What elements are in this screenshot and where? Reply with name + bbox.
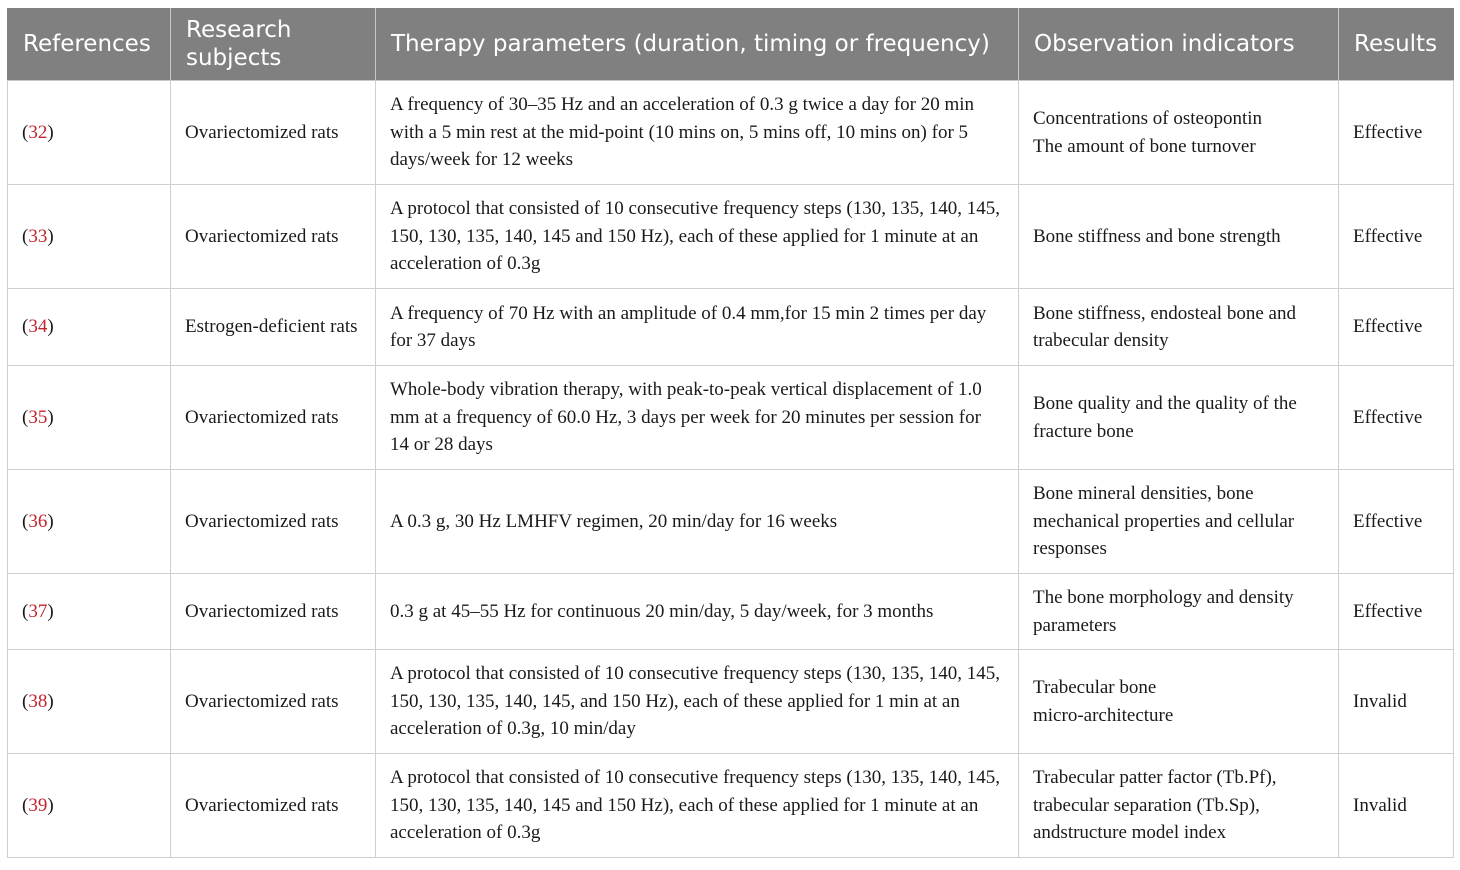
result-cell: Invalid bbox=[1339, 650, 1454, 754]
table-row bbox=[8, 470, 1454, 574]
parameters-cell: A protocol that consisted of 10 consecutive frequency steps (130, 135, 140, 145, 150, 130, 135, 140, 145, and 150 Hz), each of these applied for 1 min at an acceleration of 0.3g, 10 min/day bbox=[376, 650, 1019, 754]
parameters-cell: A frequency of 30–35 Hz and an acceleration of 0.3 g twice a day for 20 min with a 5 min rest at the mid-point (10 mins on, 5 mins off, 10 mins on) for 5 days/week for 12 weeks bbox=[376, 81, 1019, 185]
reference-cell: (37) bbox=[8, 574, 171, 650]
table-body bbox=[8, 81, 1454, 858]
table-row bbox=[8, 289, 1454, 366]
indicator-line: Bone mineral densities, bone mechanical properties and cellular responses bbox=[1033, 483, 1295, 560]
result-cell: Effective bbox=[1339, 574, 1454, 650]
indicators-cell bbox=[1019, 185, 1339, 289]
reference-link[interactable]: 32 bbox=[28, 121, 48, 143]
indicators-cell bbox=[1019, 650, 1339, 754]
parameters-cell: A protocol that consisted of 10 consecutive frequency steps (130, 135, 140, 145, 150, 130, 135, 140, 145 and 150 Hz), each of these applied for 1 minute at an acceleration of 0.3g bbox=[376, 754, 1019, 858]
reference-cell: (39) bbox=[8, 754, 171, 858]
table-row bbox=[8, 185, 1454, 289]
result-cell: Effective bbox=[1339, 185, 1454, 289]
subjects-cell: Ovariectomized rats bbox=[171, 185, 376, 289]
table-row bbox=[8, 650, 1454, 754]
reference-cell: (35) bbox=[8, 366, 171, 470]
subjects-cell: Ovariectomized rats bbox=[171, 81, 376, 185]
reference-link[interactable]: 35 bbox=[28, 406, 48, 428]
indicator-line: Trabecular patter factor (Tb.Pf), trabecular separation (Tb.Sp), andstructure model index bbox=[1033, 767, 1277, 844]
parameters-cell: 0.3 g at 45–55 Hz for continuous 20 min/day, 5 day/week, for 3 months bbox=[376, 574, 1019, 650]
reference-link[interactable]: 38 bbox=[28, 690, 48, 712]
parameters-cell: A 0.3 g, 30 Hz LMHFV regimen, 20 min/day for 16 weeks bbox=[376, 470, 1019, 574]
subjects-cell: Ovariectomized rats bbox=[171, 366, 376, 470]
table-container bbox=[7, 8, 1453, 858]
result-cell: Invalid bbox=[1339, 754, 1454, 858]
reference-cell: (36) bbox=[8, 470, 171, 574]
table-row bbox=[8, 574, 1454, 650]
reference-cell: (34) bbox=[8, 289, 171, 366]
result-cell: Effective bbox=[1339, 289, 1454, 366]
reference-cell: (38) bbox=[8, 650, 171, 754]
reference-link[interactable]: 37 bbox=[28, 600, 48, 622]
table-header bbox=[8, 8, 1454, 81]
header-row bbox=[8, 8, 1454, 81]
table-row bbox=[8, 366, 1454, 470]
indicators-cell bbox=[1019, 470, 1339, 574]
header-references: References bbox=[8, 8, 171, 81]
indicator-line: The amount of bone turnover bbox=[1033, 135, 1256, 157]
indicator-line: Bone stiffness, endosteal bone and trabecular density bbox=[1033, 302, 1296, 351]
indicator-line: Bone stiffness and bone strength bbox=[1033, 225, 1281, 247]
indicator-line: The bone morphology and density parameters bbox=[1033, 587, 1294, 636]
reference-cell: (33) bbox=[8, 185, 171, 289]
indicators-cell bbox=[1019, 366, 1339, 470]
result-cell: Effective bbox=[1339, 470, 1454, 574]
indicator-line: Concentrations of osteopontin bbox=[1033, 108, 1263, 129]
subjects-cell: Ovariectomized rats bbox=[171, 754, 376, 858]
indicators-cell bbox=[1019, 574, 1339, 650]
parameters-cell: Whole-body vibration therapy, with peak-to-peak vertical displacement of 1.0 mm at a frequency of 60.0 Hz, 3 days per week for 20 minutes per session for 14 or 28 days bbox=[376, 366, 1019, 470]
header-research-subjects: Research subjects bbox=[171, 8, 376, 81]
subjects-cell: Estrogen-deficient rats bbox=[171, 289, 376, 366]
header-results: Results bbox=[1339, 8, 1454, 81]
indicator-line: Bone quality and the quality of the fracture bone bbox=[1033, 393, 1297, 442]
table-row bbox=[8, 754, 1454, 858]
indicators-cell bbox=[1019, 754, 1339, 858]
subjects-cell: Ovariectomized rats bbox=[171, 650, 376, 754]
subjects-cell: Ovariectomized rats bbox=[171, 470, 376, 574]
parameters-cell: A protocol that consisted of 10 consecutive frequency steps (130, 135, 140, 145, 150, 130, 135, 140, 145 and 150 Hz), each of these applied for 1 minute at an acceleration of 0.3g bbox=[376, 185, 1019, 289]
indicator-line: Trabecular bone bbox=[1033, 677, 1157, 698]
therapy-table bbox=[7, 8, 1454, 858]
reference-link[interactable]: 33 bbox=[28, 225, 48, 247]
subjects-cell: Ovariectomized rats bbox=[171, 574, 376, 650]
header-observation-indicators: Observation indicators bbox=[1019, 8, 1339, 81]
indicators-cell bbox=[1019, 81, 1339, 185]
reference-link[interactable]: 39 bbox=[28, 794, 48, 816]
indicator-line: micro-architecture bbox=[1033, 704, 1174, 726]
result-cell: Effective bbox=[1339, 366, 1454, 470]
parameters-cell: A frequency of 70 Hz with an amplitude of 0.4 mm,for 15 min 2 times per day for 37 days bbox=[376, 289, 1019, 366]
table-row bbox=[8, 81, 1454, 185]
header-therapy-parameters: Therapy parameters (duration, timing or frequency) bbox=[376, 8, 1019, 81]
reference-link[interactable]: 34 bbox=[28, 316, 48, 338]
reference-link[interactable]: 36 bbox=[28, 510, 48, 532]
indicators-cell bbox=[1019, 289, 1339, 366]
result-cell: Effective bbox=[1339, 81, 1454, 185]
reference-cell: (32) bbox=[8, 81, 171, 185]
